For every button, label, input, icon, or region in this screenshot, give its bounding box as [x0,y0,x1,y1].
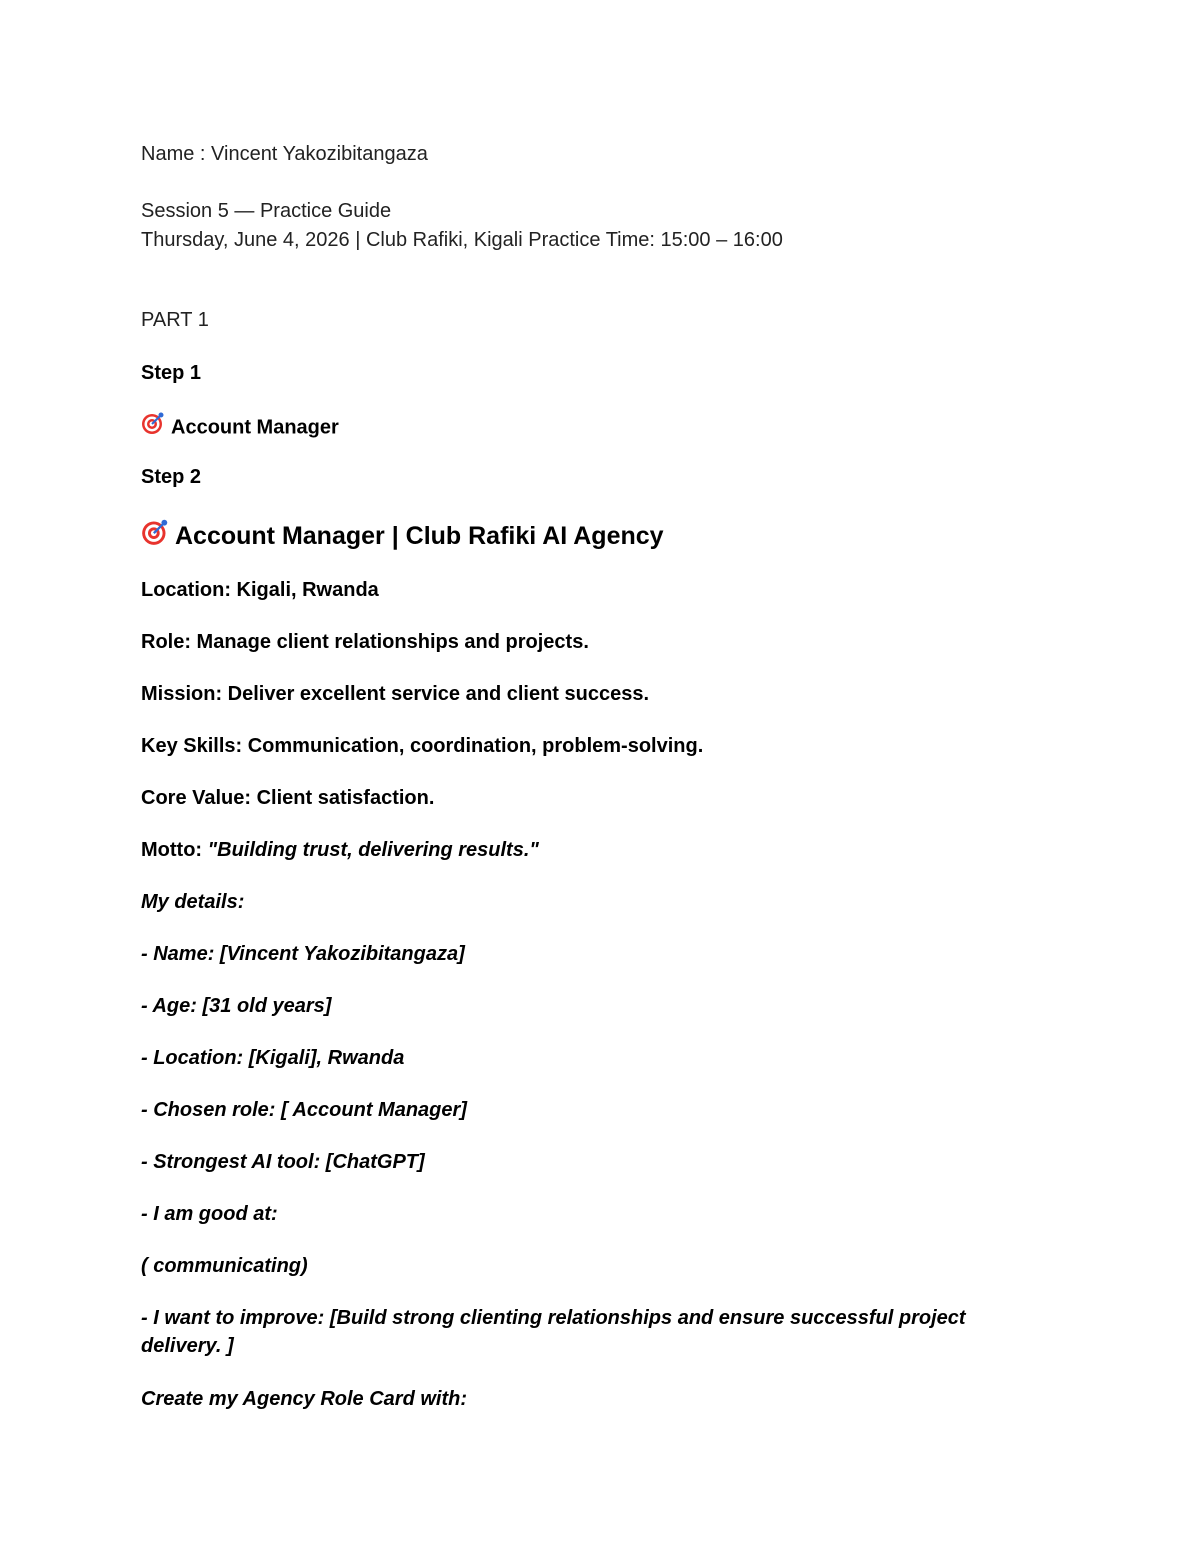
key-skills-line: Key Skills: Communication, coordination, problem-solving. [141,735,704,757]
role-card-heading [141,520,664,555]
details-ai-tool: - Strongest AI tool: [ChatGPT] [141,1151,425,1173]
session-title: Session 5 — Practice Guide [141,200,392,222]
session-details: Thursday, June 4, 2026 | Club Rafiki, Kigali Practice Time: 15:00 – 16:00 [141,229,783,251]
motto-text: "Building trust, delivering results." [207,839,539,861]
details-title: My details: [141,891,245,913]
step2-label: Step 2 [141,466,202,488]
create-card-line: Create my Agency Role Card with: [141,1388,468,1410]
details-age: - Age: [31 old years] [141,995,332,1017]
name-line: Name : Vincent Yakozibitangaza [141,143,428,165]
step1-role-text: Account Manager [171,416,339,439]
details-improve: - I want to improve: [Build strong clienting relationships and ensure successful project delivery. ] [141,1307,966,1357]
role-card-heading-text: Account Manager | Club Rafiki AI Agency [175,522,664,551]
details-chosen-role: - Chosen role: [ Account Manager] [141,1099,467,1121]
mission-line: Mission: Deliver excellent service and client success. [141,683,650,705]
target-icon [141,411,165,441]
details-location: - Location: [Kigali], Rwanda [141,1047,405,1069]
location-line: Location: Kigali, Rwanda [141,579,379,601]
part-label: PART 1 [141,309,209,331]
motto-label: Motto: [141,839,208,861]
details-name: - Name: [Vincent Yakozibitangaza] [141,943,465,965]
details-good-at-label: - I am good at: [141,1203,278,1225]
step1-label: Step 1 [141,362,202,384]
role-line: Role: Manage client relationships and projects. [141,631,589,653]
motto-line [141,838,539,862]
details-good-at-value: ( communicating) [141,1255,308,1277]
target-icon [141,518,169,553]
step1-role [141,413,339,443]
core-value-line: Core Value: Client satisfaction. [141,787,435,809]
